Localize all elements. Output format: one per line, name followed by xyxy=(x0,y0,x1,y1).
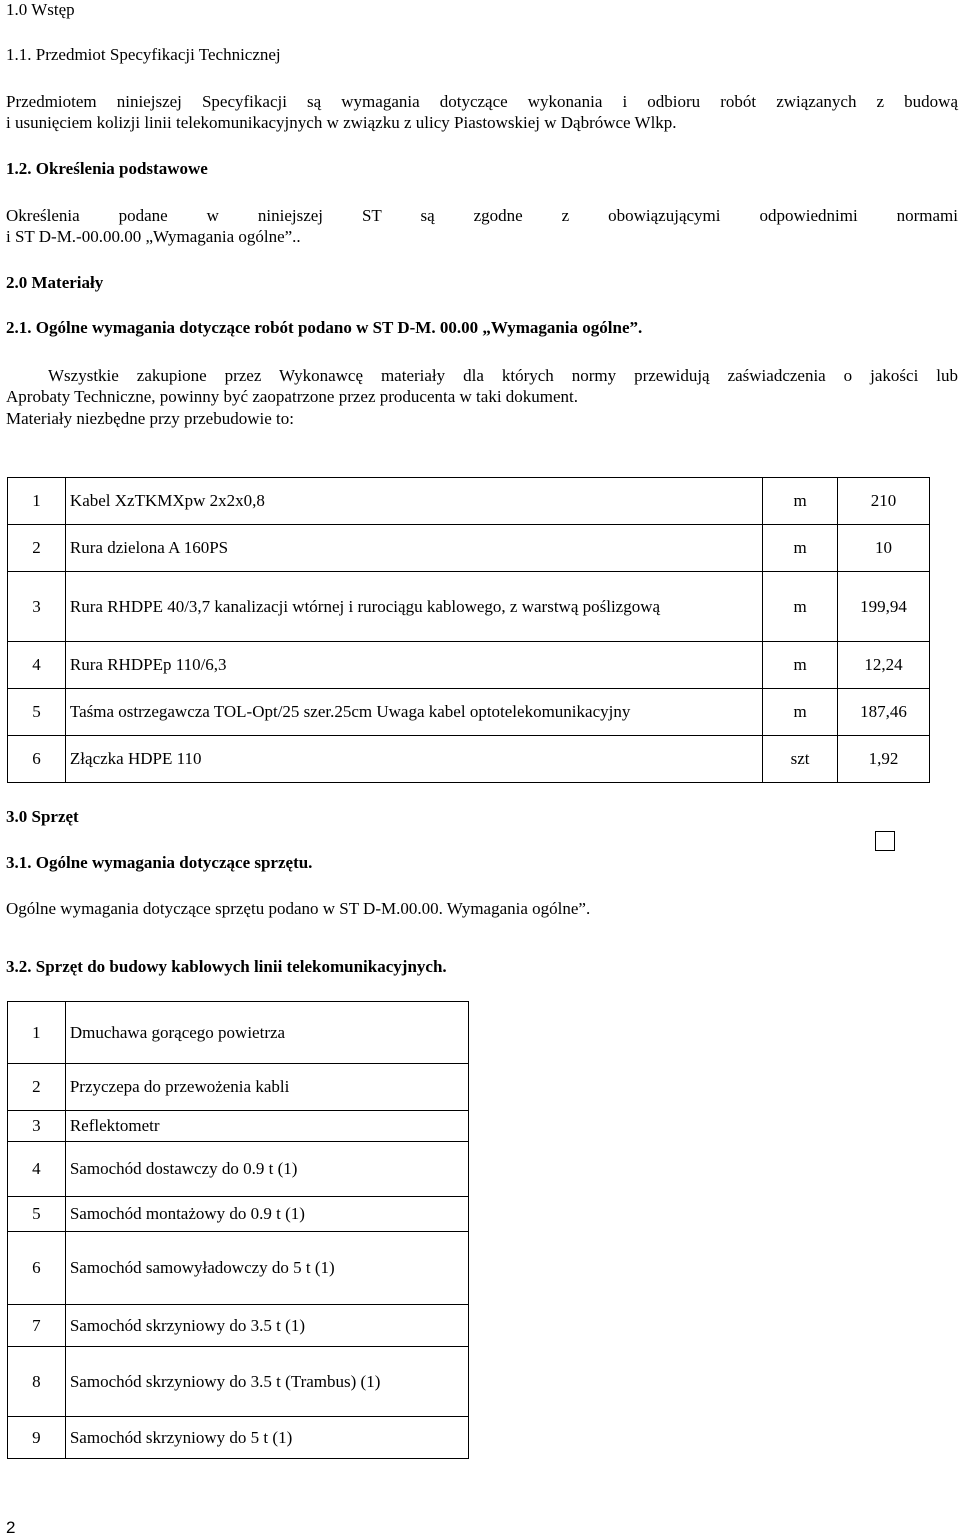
materials-row-unit: m xyxy=(763,525,838,572)
materials-row-number: 5 xyxy=(8,689,66,736)
equipment-row xyxy=(8,1417,469,1459)
materials-row-number: 2 xyxy=(8,525,66,572)
materials-row xyxy=(8,736,930,783)
section-heading-3-1: 3.1. Ogólne wymagania dotyczące sprzętu. xyxy=(6,853,313,872)
equipment-row-name: Dmuchawa gorącego powietrza xyxy=(65,1002,468,1064)
materials-row xyxy=(8,525,930,572)
materials-row-unit: m xyxy=(763,572,838,642)
materials-row-number: 6 xyxy=(8,736,66,783)
equipment-row-number: 4 xyxy=(8,1142,66,1197)
materials-row-name: Rura dzielona A 160PS xyxy=(65,525,762,572)
section-heading-2-1: 2.1. Ogólne wymagania dotyczące robót podano w ST D-M. 00.00 „Wymagania ogólne”. xyxy=(6,318,643,337)
equipment-row-number: 1 xyxy=(8,1002,66,1064)
materials-row-unit: m xyxy=(763,642,838,689)
equipment-row-name: Samochód montażowy do 0.9 t (1) xyxy=(65,1197,468,1232)
equipment-row-number: 5 xyxy=(8,1197,66,1232)
equipment-row xyxy=(8,1142,469,1197)
section-heading-1-1: 1.1. Przedmiot Specyfikacji Technicznej xyxy=(6,45,281,64)
materials-row-name: Kabel XzTKMXpw 2x2x0,8 xyxy=(65,478,762,525)
section-heading-1-2: 1.2. Określenia podstawowe xyxy=(6,159,208,178)
equipment-row xyxy=(8,1347,469,1417)
materials-table xyxy=(7,477,930,783)
paragraph-2-1-line1: Wszystkie zakupione przez Wykonawcę materiały dla których normy przewidują zaświadczenia o jakości lub xyxy=(48,366,958,385)
equipment-row-number: 8 xyxy=(8,1347,66,1417)
materials-row-name: Taśma ostrzegawcza TOL-Opt/25 szer.25cm Uwaga kabel optotelekomunikacyjny xyxy=(65,689,762,736)
equipment-row xyxy=(8,1064,469,1111)
page-number: 2 xyxy=(6,1518,16,1537)
section-heading-3-0: 3.0 Sprzęt xyxy=(6,807,79,826)
equipment-row-number: 2 xyxy=(8,1064,66,1111)
materials-row-unit: m xyxy=(763,689,838,736)
materials-row-quantity: 10 xyxy=(838,525,930,572)
equipment-row-name: Przyczepa do przewożenia kabli xyxy=(65,1064,468,1111)
materials-row-quantity: 12,24 xyxy=(838,642,930,689)
equipment-row xyxy=(8,1197,469,1232)
equipment-row-name: Samochód skrzyniowy do 3.5 t (Trambus) (1) xyxy=(65,1347,468,1417)
materials-row-number: 3 xyxy=(8,572,66,642)
materials-row xyxy=(8,478,930,525)
equipment-row-number: 6 xyxy=(8,1232,66,1305)
paragraph-1-1-line2: i usunięciem kolizji linii telekomunikacyjnych w związku z ulicy Piastowskiej w Dąbrówce Wlkp. xyxy=(6,113,677,132)
paragraph-2-1-line3: Materiały niezbędne przy przebudowie to: xyxy=(6,409,294,428)
materials-row-unit: szt xyxy=(763,736,838,783)
materials-row-number: 1 xyxy=(8,478,66,525)
equipment-row xyxy=(8,1002,469,1064)
equipment-row-name: Samochód samowyładowczy do 5 t (1) xyxy=(65,1232,468,1305)
materials-row-quantity: 210 xyxy=(838,478,930,525)
equipment-row-number: 9 xyxy=(8,1417,66,1459)
paragraph-2-1-line2: Aprobaty Techniczne, powinny być zaopatrzone przez producenta w taki dokument. xyxy=(6,387,579,406)
materials-row xyxy=(8,642,930,689)
equipment-row-name: Reflektometr xyxy=(65,1111,468,1142)
materials-row-name: Rura RHDPE 40/3,7 kanalizacji wtórnej i rurociągu kablowego, z warstwą poślizgową xyxy=(65,572,762,642)
equipment-row-name: Samochód skrzyniowy do 5 t (1) xyxy=(65,1417,468,1459)
section-heading-intro: 1.0 Wstęp xyxy=(6,0,75,19)
equipment-row xyxy=(8,1232,469,1305)
materials-row xyxy=(8,689,930,736)
materials-row-number: 4 xyxy=(8,642,66,689)
materials-row-quantity: 187,46 xyxy=(838,689,930,736)
equipment-row xyxy=(8,1111,469,1142)
paragraph-3-1: Ogólne wymagania dotyczące sprzętu podano w ST D-M.00.00. Wymagania ogólne”. xyxy=(6,899,591,918)
paragraph-1-2-line1: Określenia podane w niniejszej ST są zgodne z obowiązującymi odpowiednimi normami xyxy=(6,206,958,225)
materials-row-name: Rura RHDPEp 110/6,3 xyxy=(65,642,762,689)
materials-row-quantity: 1,92 xyxy=(838,736,930,783)
materials-row xyxy=(8,572,930,642)
equipment-row-number: 7 xyxy=(8,1305,66,1347)
checkbox-square xyxy=(875,831,895,851)
equipment-row-name: Samochód skrzyniowy do 3.5 t (1) xyxy=(65,1305,468,1347)
paragraph-1-2-line2: i ST D-M.-00.00.00 „Wymagania ogólne”.. xyxy=(6,227,301,246)
materials-row-name: Złączka HDPE 110 xyxy=(65,736,762,783)
equipment-table xyxy=(7,1001,469,1459)
section-heading-3-2: 3.2. Sprzęt do budowy kablowych linii telekomunikacyjnych. xyxy=(6,957,447,976)
materials-row-quantity: 199,94 xyxy=(838,572,930,642)
equipment-row-name: Samochód dostawczy do 0.9 t (1) xyxy=(65,1142,468,1197)
materials-row-unit: m xyxy=(763,478,838,525)
equipment-row-number: 3 xyxy=(8,1111,66,1142)
paragraph-1-1-line1: Przedmiotem niniejszej Specyfikacji są wymagania dotyczące wykonania i odbioru robót związanych z budową xyxy=(6,92,958,111)
equipment-row xyxy=(8,1305,469,1347)
section-heading-2-0: 2.0 Materiały xyxy=(6,273,104,292)
